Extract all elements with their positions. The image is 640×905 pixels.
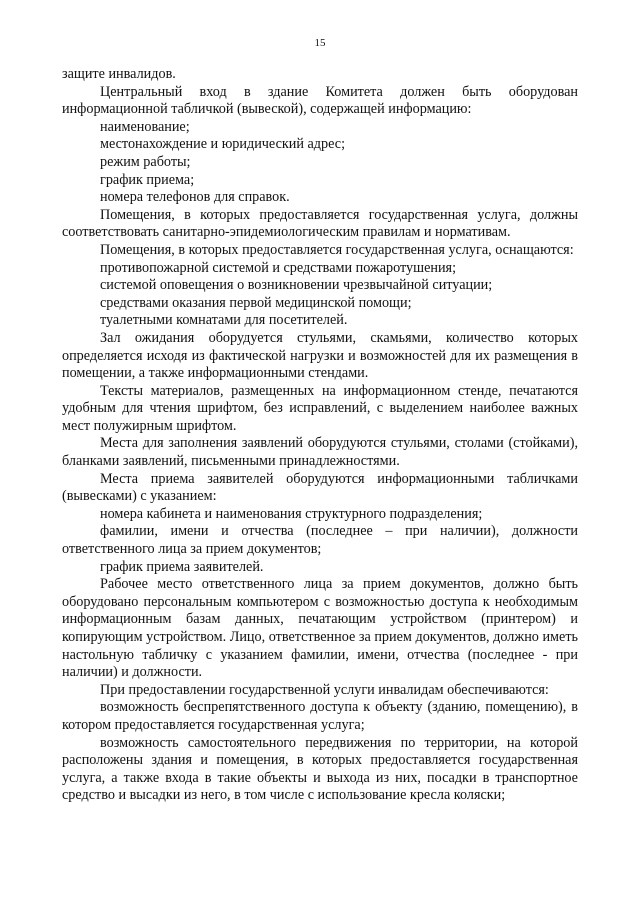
page-number: 15	[314, 37, 326, 49]
paragraph: Места приема заявителей оборудуются информационными табличками (вывесками) с указанием:	[62, 470, 578, 505]
list-item: средствами оказания первой медицинской помощи;	[100, 294, 412, 311]
list-item: номера телефонов для справок.	[100, 189, 290, 206]
list-item: противопожарной системой и средствами пожаротушения;	[100, 259, 457, 276]
list-item: системой оповещения о возникновении чрезвычайной ситуации;	[100, 277, 493, 294]
paragraph: фамилии, имени и отчества (последнее – при наличии), должности ответственного лица за прием документов;	[62, 523, 578, 558]
paragraph: Зал ожидания оборудуется стульями, скамьями, количество которых определяется исходя из фактической нагрузки и возможностей для их размещения в помещении, а также информационными стендами.	[62, 329, 578, 382]
document-body	[62, 66, 578, 805]
paragraph: Центральный вход в здание Комитета должен быть оборудован информационной табличкой (вывеской), содержащей информацию:	[62, 83, 578, 118]
paragraph: Помещения, в которых предоставляется государственная услуга, должны соответствовать санитарно-эпидемиологическим правилам и нормативам.	[62, 206, 578, 241]
list-item: местонахождение и юридический адрес;	[100, 136, 346, 153]
list-item: график приема заявителей.	[100, 558, 264, 575]
list-item: график приема;	[100, 171, 195, 188]
list-item: туалетными комнатами для посетителей.	[100, 312, 348, 329]
list-item: режим работы;	[100, 153, 191, 170]
paragraph: Помещения, в которых предоставляется государственная услуга, оснащаются:	[100, 241, 574, 258]
paragraph: Места для заполнения заявлений оборудуются стульями, столами (стойками), бланками заявлений, письменными принадлежностями.	[62, 435, 578, 470]
paragraph: Тексты материалов, размещенных на информационном стенде, печатаются удобным для чтения шрифтом, без исправлений, с выделением наиболее важных мест полужирным шрифтом.	[62, 382, 578, 434]
paragraph: возможность самостоятельного передвижения по территории, на которой расположены здания и помещения, в которых предоставляется государственная услуга, а также входа в такие объекты и выхода из них, посадки в транспортное средство и высадки из него, в том числе с использование кресла коляски;	[62, 734, 578, 804]
paragraph: Рабочее место ответственного лица за прием документов, должно быть оборудовано персональным компьютером с возможностью доступа к необходимым информационным базам данных, печатающим устройством (принтером) и копирующим устройством. Лицо, ответственное за прием документов, должно иметь настольную табличку с указанием фамилии, имени, отчества (последнее - при наличии) и должности.	[62, 576, 578, 681]
paragraph: защите инвалидов.	[62, 66, 176, 82]
list-item: наименование;	[100, 118, 190, 135]
paragraph: возможность беспрепятственного доступа к объекту (зданию, помещению), в котором предоставляется государственная услуга;	[62, 699, 578, 733]
paragraph: При предоставлении государственной услуги инвалидам обеспечиваются:	[100, 681, 549, 698]
list-item: номера кабинета и наименования структурного подразделения;	[100, 505, 483, 522]
